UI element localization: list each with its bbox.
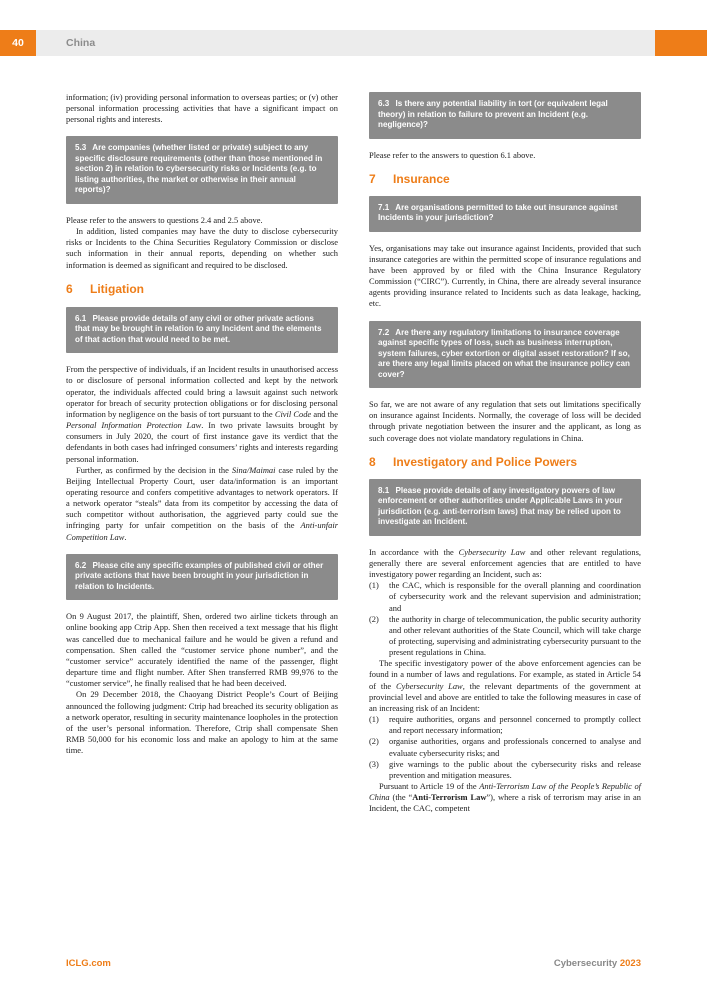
question-number: 5.3: [75, 143, 87, 153]
law-title: Personal Information Protection Law: [66, 420, 202, 431]
left-column: [66, 92, 338, 756]
paragraph: Further, as confirmed by the decision in the Sina/Maimai case ruled by the Beijing Intellectual Property Court, user data/information is an important operating resource and confers competitive advantages to network operators. If a network operator “steals” data from its competitor by accessing the data of such competitor without authorisation, the aggrieved party could sue the infringing party for unfair competition on the basis of the Anti-unfair Competition Law.: [66, 464, 339, 542]
question-number: 7.2: [378, 327, 390, 337]
question-number: 7.1: [378, 202, 390, 212]
list-item: [369, 759, 641, 781]
list-item: [369, 614, 641, 659]
paragraph: So far, we are not aware of any regulation that sets out limitations specifically on insurance against Incidents. Normally, the coverage of loss will be decided through private negotiation between the insurer and the applicant, as long as such coverage does not violate mandatory regulations in China.: [369, 399, 641, 443]
question-box-5-3: [66, 136, 338, 204]
list-number: (1): [369, 580, 379, 591]
numbered-list: [369, 714, 641, 781]
case-name: Sina/Maimai: [231, 464, 276, 475]
footer-site[interactable]: ICLG.com: [66, 958, 111, 969]
running-head-country: China: [66, 37, 96, 49]
list-text: organise authorities, organs and professionals concerned to analyse and evaluate cybersecurity risks; and: [389, 736, 641, 758]
law-title: Cybersecurity Law: [458, 546, 526, 557]
law-title: Civil Code: [274, 408, 312, 419]
list-number: (2): [369, 736, 379, 747]
law-title: Anti-unfair Competition Law: [66, 520, 338, 542]
footer-publication: Cybersecurity 2023: [553, 958, 641, 969]
paragraph: On 29 December 2018, the Chaoyang District People’s Court of Beijing announced the following judgment: Ctrip had breached its security obligation as a network operator, resulting in security maintenance loopholes in the protection of the user’s personal information. Therefore, Ctrip shall compensate Shen RMB 50,000 for his economic loss and make an apology to him at the same time.: [66, 689, 338, 756]
paragraph: Please refer to the answers to question 6.1 above.: [369, 149, 536, 160]
question-text: Please provide details of any investigatory powers of law enforcement or other authorities under Applicable Laws in your jurisdiction (e.g. anti-terrorism laws) that may be relied upon to investigate an Incident.: [378, 485, 623, 527]
question-box-6-3: [369, 92, 641, 139]
list-number: (1): [369, 714, 379, 725]
law-title: Cybersecurity Law: [395, 680, 463, 691]
question-text: Are companies (whether listed or private) subject to any specific disclosure requirements (other than those mentioned in section 2) in relation to cybersecurity risks or Incidents (e.g. to listing authorities, the market or otherwise in their annual reports)?: [75, 143, 323, 195]
question-text: Please provide details of any civil or other private actions that may be brought in relation to any Incident and the elements of that action that would need to be met.: [75, 313, 322, 344]
page-number: 40: [0, 30, 36, 56]
section-heading-investigatory-powers: [369, 455, 641, 469]
question-box-6-1: [66, 307, 338, 354]
list-item: [369, 714, 641, 736]
paragraph: Please refer to the answers to questions 2.4 and 2.5 above.: [66, 214, 263, 225]
section-title: Insurance: [393, 171, 450, 186]
footer-year: 2023: [619, 958, 641, 969]
question-box-6-2: [66, 554, 338, 601]
paragraph: In accordance with the Cybersecurity Law and other relevant regulations, generally there are several enforcement agencies that are entitled to have investigatory power regarding an Incident, such as:: [369, 546, 642, 580]
section-number: 7: [369, 171, 376, 186]
paragraph: Pursuant to Article 19 of the Anti-Terrorism Law of the People’s Republic of China (the “Anti-Terrorism Law”), where a risk of terrorism may arise in an Incident, the CAC, competent: [369, 781, 642, 814]
question-text: Is there any potential liability in tort (or equivalent legal theory) in relation to failure to prevent an Incident (e.g. negligence)?: [378, 99, 608, 129]
right-column: [369, 92, 641, 814]
numbered-list: [369, 580, 641, 658]
paragraph: information; (iv) providing personal information to overseas parties; or (v) other personal information processing activities that have a significant impact on personal rights and interests.: [66, 92, 338, 125]
section-title: Investigatory and Police Powers: [393, 454, 578, 469]
question-box-7-1: [369, 196, 641, 232]
paragraph: On 9 August 2017, the plaintiff, Shen, ordered two airline tickets through an online booking app Ctrip App. Shen then received a text message that his flight was cancelled due to mechanical failure and he would be given a refund and compensation. Shen called the “customer service phone number”, and the “customer service” accurately identified the name of the passenger, flight departure time and flight number. After Shen transferred RMB 99,976 to the “customer service”, he finally realised that he had been deceived.: [66, 611, 338, 689]
list-text: the authority in charge of telecommunication, the public security authority and other relevant authorities of the State Council, which will take charge of protecting, supervising and administrating cybersecurity pursuant to the present regulations in China.: [389, 613, 641, 658]
law-title: Anti-Terrorism Law of the People’s Republic of China: [369, 781, 642, 803]
paragraph: From the perspective of individuals, if an Incident results in unauthorised access to or disclosure of personal information collected and kept by the network operator, the individuals affected could bring a lawsuit against such network operator for breach of security protection obligations or for disclosing personal information by negligence on the basis of tort pursuant to the Civil Code and the Personal Information Protection Law. In two private lawsuits brought by consumers in July 2020, the court of first instance gave its verdict that the defendants in both cases had infringed consumers’ rights and interests regarding personal information.: [66, 364, 339, 464]
list-number: (2): [369, 613, 379, 624]
header-accent-tab: [655, 30, 707, 56]
list-text: the CAC, which is responsible for the overall planning and coordination of cybersecurity work and the relevant supervision and administration; and: [389, 580, 641, 613]
question-box-8-1: [369, 479, 641, 536]
paragraph: Yes, organisations may take out insurance against Incidents, provided that such insurance categories are within the permitted scope of insurance regulations and have been approved by or filed with the China Insurance Regulatory Commission (“CIRC”). Currently, in China, there are already several insurance agents providing insurance related to Incidents such as data leakage, hacking, etc.: [369, 242, 641, 309]
list-text: require authorities, organs and personnel concerned to promptly collect and report necessary information;: [389, 714, 641, 736]
question-number: 8.1: [378, 485, 390, 495]
question-text: Are organisations permitted to take out insurance against Incidents in your jurisdiction?: [378, 202, 618, 223]
paragraph: The specific investigatory power of the above enforcement agencies can be found in a number of laws and regulations. For example, as stated in Article 54 of the Cybersecurity Law, the relevant departments of the government at provincial level and above are entitled to take the following measures in case of an increasing risk of an Incident:: [369, 658, 641, 713]
question-number: 6.2: [75, 560, 87, 570]
defined-term: Anti-Terrorism Law: [412, 792, 487, 803]
section-heading-litigation: [66, 282, 338, 296]
section-number: 6: [66, 281, 73, 296]
section-title: Litigation: [90, 281, 144, 296]
list-item: [369, 580, 641, 613]
list-item: [369, 736, 641, 758]
question-number: 6.1: [75, 313, 87, 323]
list-number: (3): [369, 758, 379, 769]
question-number: 6.3: [378, 99, 390, 108]
question-text: Are there any regulatory limitations to insurance coverage against specific types of loss, such as business interruption, system failures, cyber extortion or digital asset restoration? If so, are there any legal limits placed on what the insurance policy can cover?: [378, 327, 630, 379]
paragraph: In addition, listed companies may have the duty to disclose cybersecurity risks or Incidents to the China Securities Regulatory Commission or disclose such information in their annual reports, depending on whether such information is deemed as significant and required to be disclosed.: [66, 226, 338, 270]
section-number: 8: [369, 454, 376, 469]
question-box-7-2: [369, 321, 641, 389]
question-text: Please cite any specific examples of published civil or other private actions that have been brought in your jurisdiction in relation to Incidents.: [75, 560, 324, 591]
header-bar: [0, 30, 707, 56]
section-heading-insurance: [369, 172, 641, 186]
list-text: give warnings to the public about the cybersecurity risks and release prevention and mitigation measures.: [389, 758, 641, 780]
